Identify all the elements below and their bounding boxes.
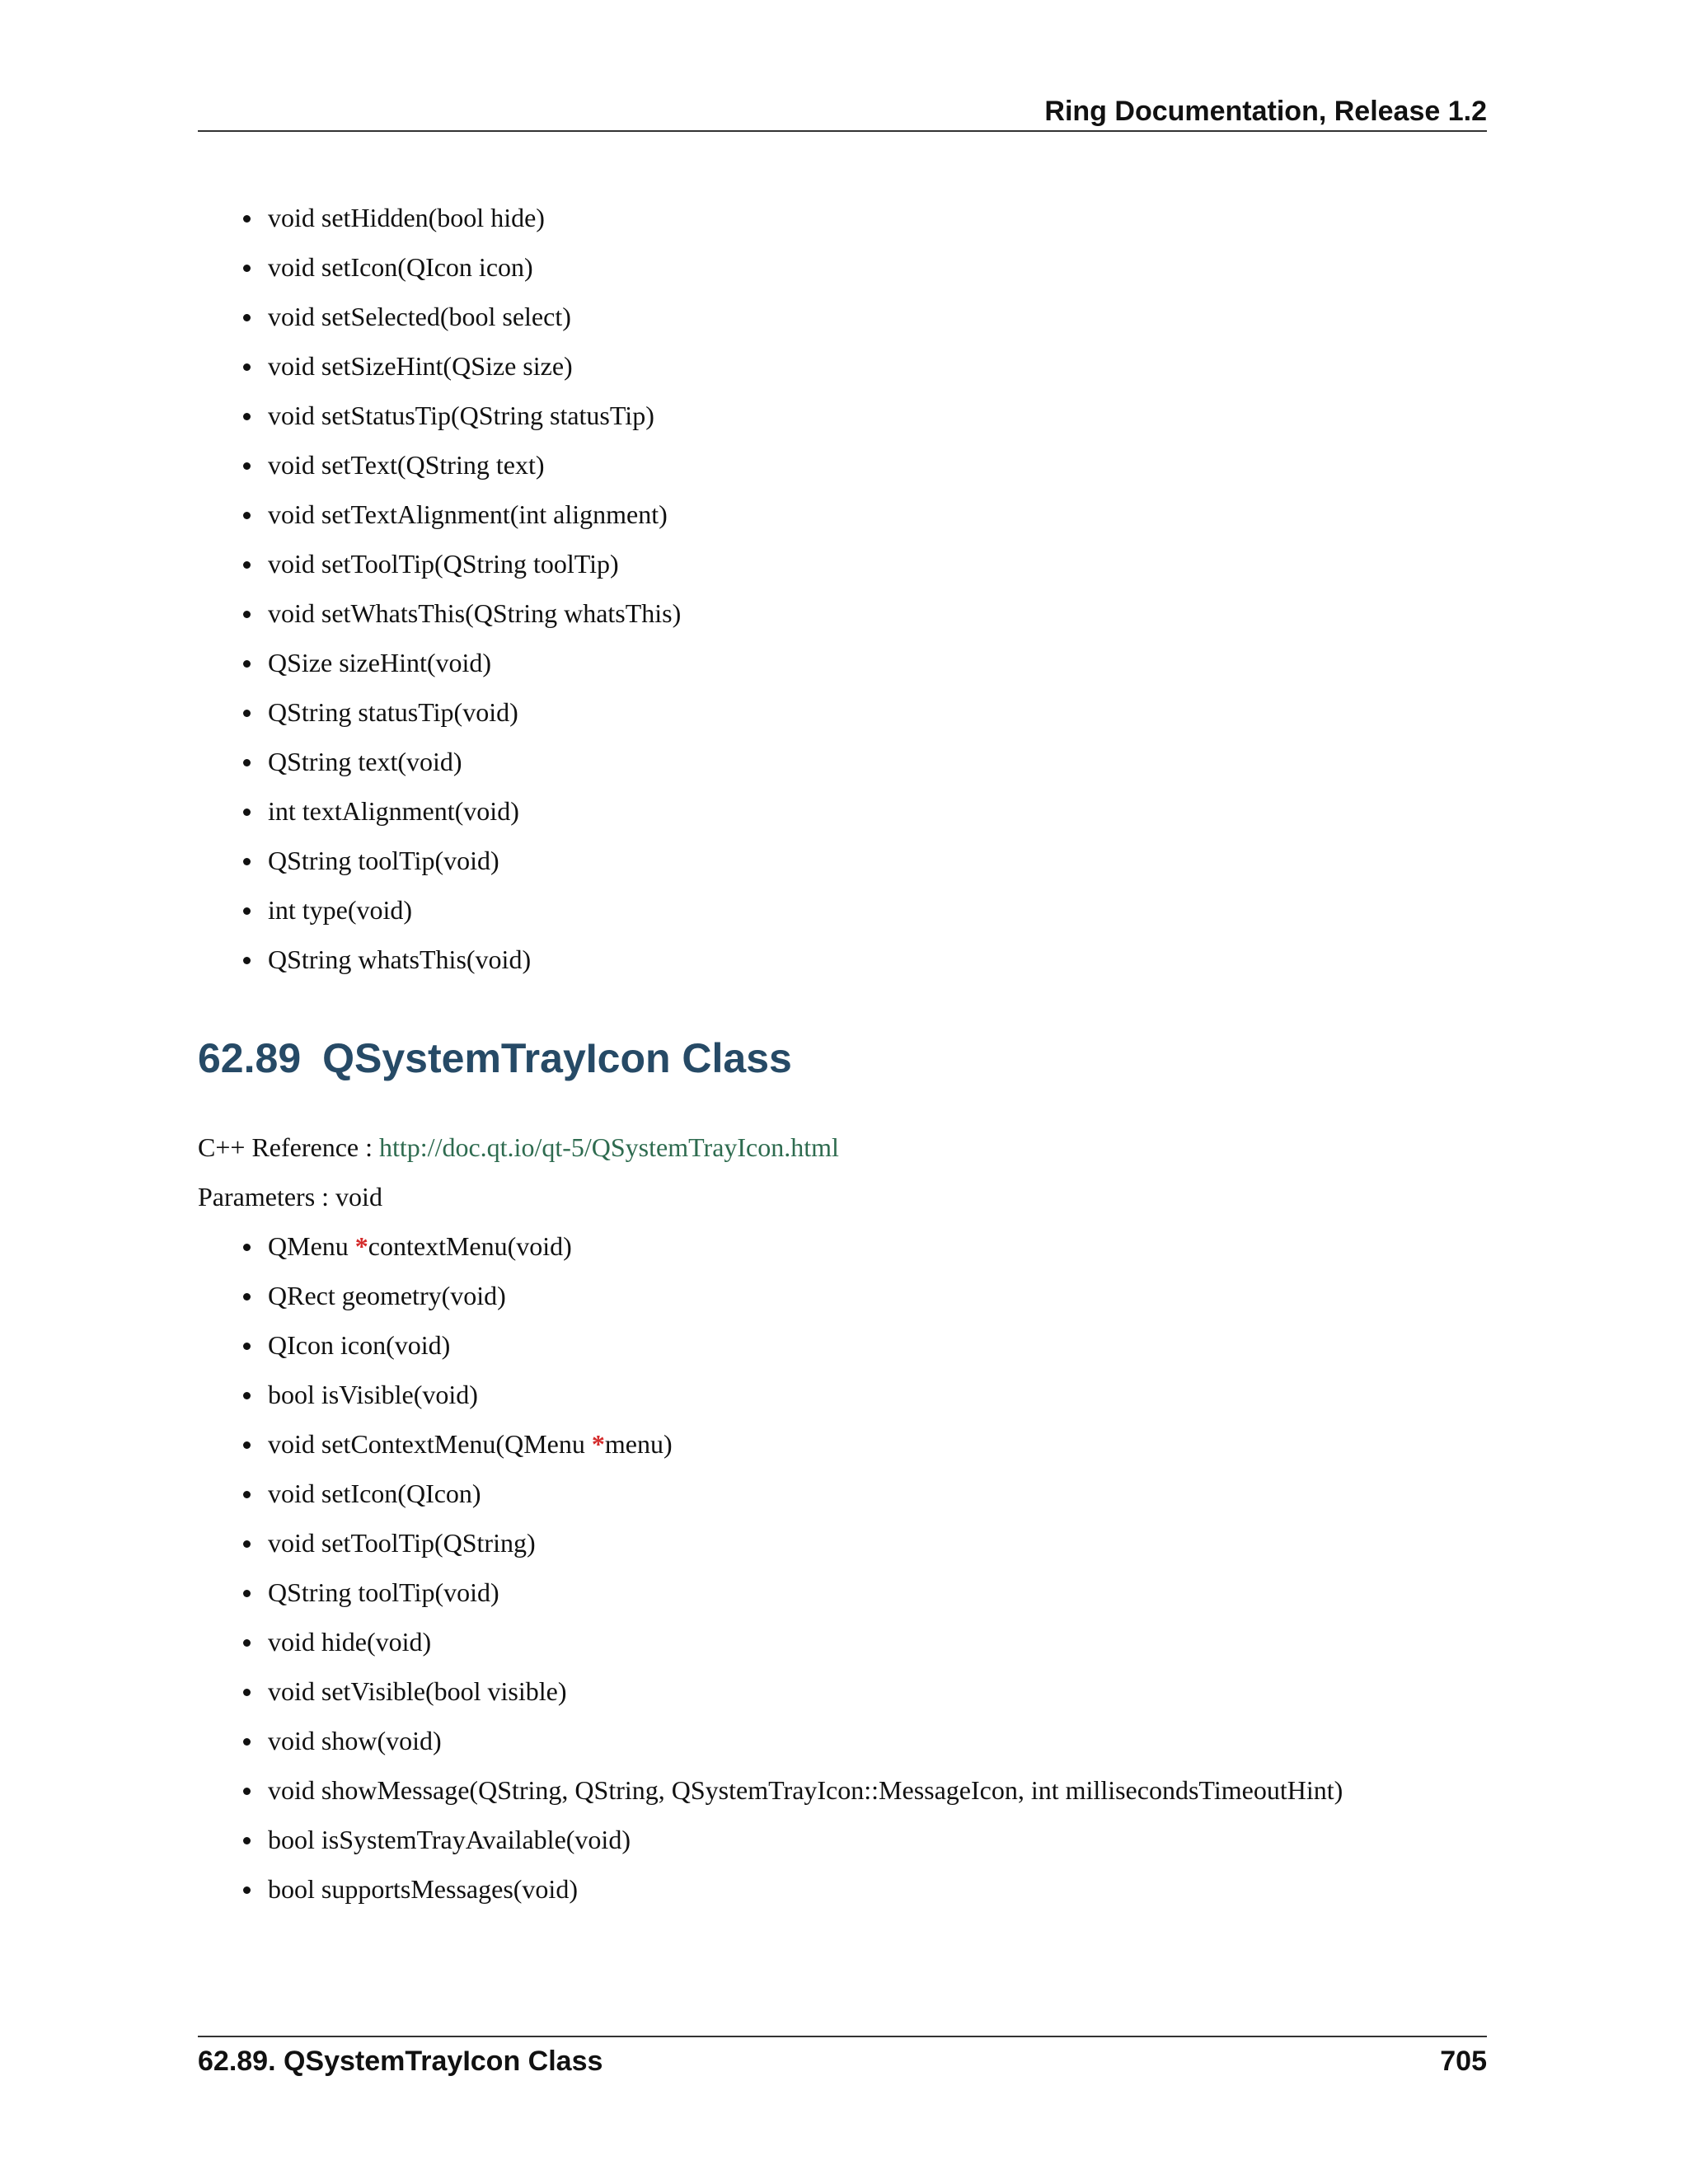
method-item	[243, 1625, 1479, 1675]
pointer-asterisk: *	[354, 1231, 368, 1261]
method-text: QRect geometry(void)	[268, 1281, 506, 1310]
method-item	[243, 1576, 1479, 1625]
section-title-text: QSystemTrayIcon Class	[322, 1035, 792, 1081]
method-text: void setIcon(QIcon)	[268, 1479, 481, 1508]
cpp-reference-line	[198, 1131, 839, 1164]
method-item: void setText(QString text)	[243, 448, 1479, 498]
cpp-reference-label: C++ Reference :	[198, 1132, 379, 1162]
method-item: QSize sizeHint(void)	[243, 646, 1479, 696]
method-text: QMenu	[268, 1231, 355, 1261]
method-item	[243, 1230, 1479, 1279]
method-item	[243, 1279, 1479, 1329]
method-text: void showMessage(QString, QString, QSystemTrayIcon::MessageIcon, int millisecondsTimeoutHint)	[268, 1775, 1343, 1805]
method-item	[243, 1724, 1479, 1774]
method-item: void setSizeHint(QSize size)	[243, 349, 1479, 399]
method-text: void show(void)	[268, 1726, 442, 1755]
method-item: QString text(void)	[243, 745, 1479, 794]
method-text: QIcon icon(void)	[268, 1330, 451, 1360]
method-text: bool isVisible(void)	[268, 1380, 478, 1409]
parameters-line: Parameters : void	[198, 1182, 382, 1212]
method-text: bool isSystemTrayAvailable(void)	[268, 1825, 631, 1854]
method-text-suffix: contextMenu(void)	[368, 1231, 572, 1261]
method-item: void setTextAlignment(int alignment)	[243, 498, 1479, 547]
method-text: void setToolTip(QString)	[268, 1528, 536, 1558]
method-item: void setSelected(bool select)	[243, 300, 1479, 349]
method-text-suffix: menu)	[604, 1429, 673, 1459]
method-item: void setStatusTip(QString statusTip)	[243, 399, 1479, 448]
method-item: QString statusTip(void)	[243, 696, 1479, 745]
cpp-reference-link[interactable]: http://doc.qt.io/qt-5/QSystemTrayIcon.html	[379, 1132, 839, 1162]
footer-section-label: 62.89. QSystemTrayIcon Class	[198, 2046, 603, 2077]
method-item	[243, 1526, 1479, 1576]
method-item: void setToolTip(QString toolTip)	[243, 547, 1479, 597]
method-item: int textAlignment(void)	[243, 794, 1479, 844]
method-text: bool supportsMessages(void)	[268, 1874, 578, 1904]
section-heading	[198, 1032, 792, 1085]
method-item	[243, 1675, 1479, 1724]
page-number: 705	[1440, 2046, 1487, 2077]
method-item	[243, 1774, 1479, 1823]
method-item	[243, 1378, 1479, 1427]
previous-class-method-list	[243, 201, 1479, 992]
qsystemtrayicon-method-list	[243, 1230, 1479, 1922]
method-item: QString whatsThis(void)	[243, 943, 1479, 992]
method-item	[243, 1872, 1479, 1922]
footer-divider	[198, 2036, 1487, 2037]
section-number: 62.89	[198, 1035, 302, 1081]
running-header: Ring Documentation, Release 1.2	[1044, 96, 1487, 127]
method-text: void hide(void)	[268, 1627, 432, 1657]
method-item: QString toolTip(void)	[243, 844, 1479, 893]
method-text: QString toolTip(void)	[268, 1577, 499, 1607]
method-item	[243, 1823, 1479, 1872]
method-text: void setContextMenu(QMenu	[268, 1429, 592, 1459]
method-item: void setWhatsThis(QString whatsThis)	[243, 597, 1479, 646]
method-item: void setHidden(bool hide)	[243, 201, 1479, 251]
pointer-asterisk: *	[591, 1429, 605, 1459]
method-item	[243, 1427, 1479, 1477]
method-item	[243, 1477, 1479, 1526]
method-item: int type(void)	[243, 893, 1479, 943]
header-divider	[198, 130, 1487, 132]
method-text: void setVisible(bool visible)	[268, 1676, 567, 1706]
method-item: void setIcon(QIcon icon)	[243, 251, 1479, 300]
method-item	[243, 1329, 1479, 1378]
